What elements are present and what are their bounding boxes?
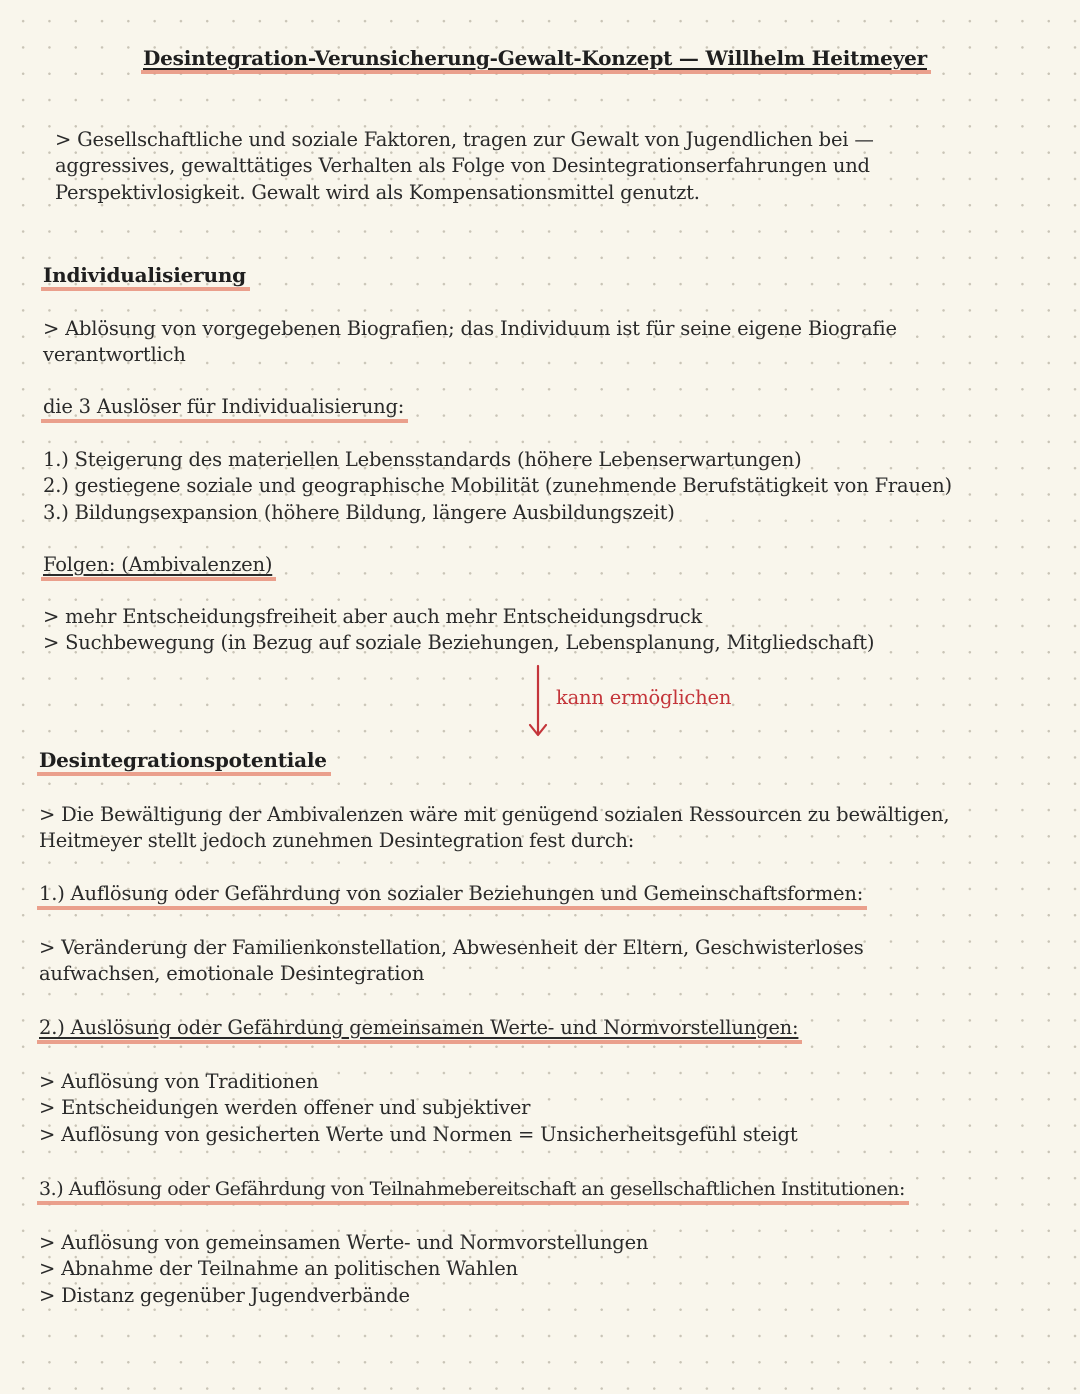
point-1-heading xyxy=(39,881,867,910)
list-item: 2.) gestiegene soziale und geographische Mobilität (zunehmende Berufstätigkeit von Frauen) xyxy=(43,474,952,498)
intro-line: aggressives, gewalttätiges Verhalten als Folge von Desintegrationserfahrungen und xyxy=(55,154,870,178)
folgen-list xyxy=(43,604,874,657)
page-title-text: Desintegration-Verunsicherung-Gewalt-Konzept — Willhelm Heitmeyer xyxy=(141,45,931,74)
list-item: > mehr Entscheidungsfreiheit aber auch mehr Entscheidungsdruck xyxy=(43,605,703,628)
list-item: > Distanz gegenüber Jugendverbände xyxy=(39,1283,410,1307)
down-arrow-icon xyxy=(526,664,550,740)
intro-line: > Die Bewältigung der Ambivalenzen wäre mit genügend sozialen Ressourcen zu bewältigen, xyxy=(39,803,950,826)
heading-text: Individualisierung xyxy=(41,262,250,291)
point-2-list xyxy=(39,1069,797,1148)
definition-line: > Ablösung von vorgegebenen Biografien; das Individuum ist für seine eigene Biografie xyxy=(43,317,897,340)
intro-line: Perspektivlosigkeit. Gewalt wird als Kompensationsmittel genutzt. xyxy=(55,180,700,204)
page-title xyxy=(143,45,931,74)
list-item: > Auflösung von gesicherten Werte und Normen = Unsicherheitsgefühl steigt xyxy=(39,1122,798,1146)
intro-line: > Gesellschaftliche und soziale Faktoren, tragen zur Gewalt von Jugendlichen bei — xyxy=(55,128,874,151)
point-3-heading xyxy=(39,1176,909,1205)
list-item: > Veränderung der Familienkonstellation, Abwesenheit der Eltern, Geschwisterloses xyxy=(39,936,864,959)
list-item: > Entscheidungen werden offener und subjektiver xyxy=(39,1096,531,1120)
point-heading-text: 2.) Auslösung oder Gefährdung gemeinsamen Werte- und Normvorstellungen: xyxy=(37,1015,802,1044)
list-item: 1.) Steigerung des materiellen Lebensstandards (höhere Lebenserwartungen) xyxy=(43,448,802,471)
list-item: > Auflösung von gemeinsamen Werte- und Normvorstellungen xyxy=(39,1231,649,1254)
list-item: > Abnahme der Teilnahme an politischen Wahlen xyxy=(39,1257,518,1281)
list-item: > Suchbewegung (in Bezug auf soziale Beziehungen, Lebensplanung, Mitgliedschaft) xyxy=(43,631,875,655)
intro-line: Heitmeyer stellt jedoch zunehmen Desintegration fest durch: xyxy=(39,829,635,853)
individualisierung-definition xyxy=(43,316,897,369)
point-2-heading xyxy=(39,1015,802,1044)
ausloeser-heading xyxy=(43,394,408,423)
point-1-list xyxy=(39,935,864,988)
section-heading-desintegration xyxy=(39,747,331,776)
list-item: aufwachsen, emotionale Desintegration xyxy=(39,962,425,986)
section-heading-individualisierung xyxy=(43,262,250,291)
folgen-heading xyxy=(43,552,276,581)
folgen-heading-text: Folgen: (Ambivalenzen) xyxy=(41,552,276,581)
heading-text: Desintegrationspotentiale xyxy=(37,747,331,776)
point-heading-text: 3.) Auflösung oder Gefährdung von Teilnahmebereitschaft an gesellschaftlichen Institutionen: xyxy=(37,1176,909,1205)
desintegration-intro xyxy=(39,802,949,855)
definition-line: verantwortlich xyxy=(43,343,186,367)
point-3-list xyxy=(39,1230,648,1309)
intro-paragraph xyxy=(55,127,874,206)
arrow-label: kann ermöglichen xyxy=(556,686,732,709)
ausloeser-heading-text: die 3 Auslöser für Individualisierung: xyxy=(41,394,408,423)
ausloeser-list xyxy=(43,447,952,526)
point-heading-text: 1.) Auflösung oder Gefährdung von sozialer Beziehungen und Gemeinschaftsformen: xyxy=(37,881,867,910)
list-item: 3.) Bildungsexpansion (höhere Bildung, längere Ausbildungszeit) xyxy=(43,500,675,524)
list-item: > Auflösung von Traditionen xyxy=(39,1070,319,1093)
